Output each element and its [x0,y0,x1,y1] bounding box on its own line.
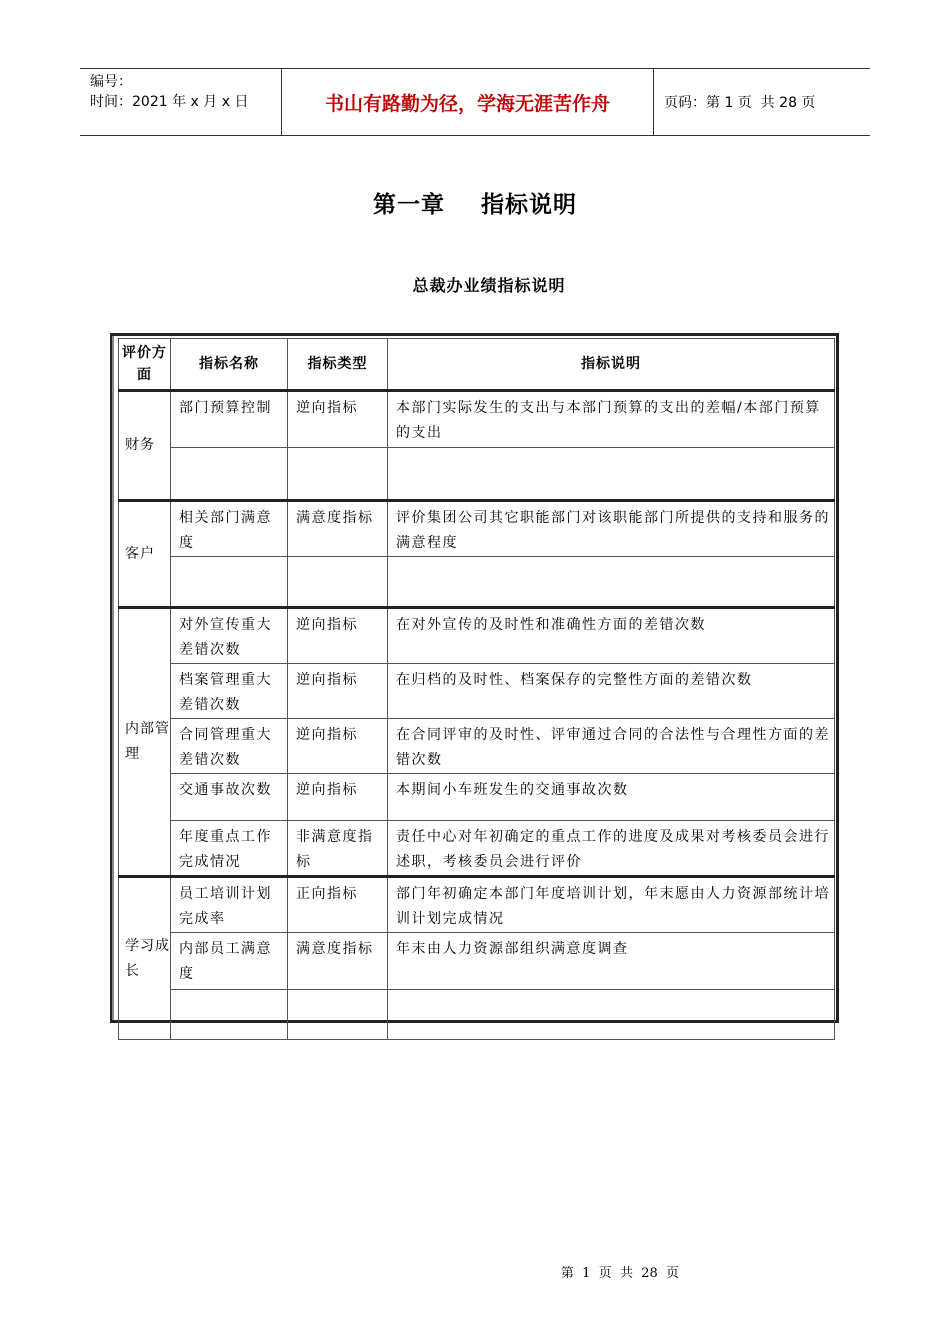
time-label: 时间：2021 年 x 月 x 日 [90,94,249,110]
code-label: 编号： [90,74,132,90]
kpi-name [171,448,288,501]
section-title: 总裁办业绩指标说明 [412,276,566,295]
table-row [119,933,835,990]
kpi-type: 逆向指标 [288,774,388,821]
kpi-type: 逆向指标 [288,719,388,774]
table-row [119,990,835,1040]
kpi-desc: 在归档的及时性、档案保存的完整性方面的差错次数 [388,664,835,719]
header-desc: 指标说明 [388,339,835,391]
header-name: 指标名称 [171,339,288,391]
area-customer: 客户 [119,501,171,608]
kpi-desc: 评价集团公司其它职能部门对该职能部门所提供的支持和服务的满意程度 [388,501,835,557]
table-header-row [119,339,835,391]
kpi-type: 逆向指标 [288,664,388,719]
header-motto [281,69,654,135]
chapter-title: 第一章 指标说明 [372,191,578,218]
header-area: 评价方面 [119,339,171,391]
table-row [119,557,835,608]
kpi-name: 年度重点工作完成情况 [171,821,288,877]
table-row [119,821,835,877]
table-row [119,719,835,774]
kpi-desc: 在合同评审的及时性、评审通过合同的合法性与合理性方面的差错次数 [388,719,835,774]
kpi-desc: 在对外宣传的及时性和准确性方面的差错次数 [388,608,835,664]
kpi-name: 内部员工满意度 [171,933,288,990]
kpi-desc [388,557,835,608]
kpi-name: 交通事故次数 [171,774,288,821]
area-finance: 财务 [119,391,171,501]
kpi-type: 逆向指标 [288,391,388,448]
header-page-info [654,69,870,135]
kpi-table [118,338,835,1040]
page-info-text: 页码：第 1 页 共 28 页 [664,95,816,111]
kpi-desc: 本部门实际发生的支出与本部门预算的支出的差幅/本部门预算的支出 [388,391,835,448]
kpi-type: 逆向指标 [288,608,388,664]
table-row [119,664,835,719]
area-learning: 学习成长 [119,877,171,1040]
kpi-type: 满意度指标 [288,933,388,990]
kpi-type [288,557,388,608]
kpi-name [171,990,288,1040]
kpi-name: 相关部门满意度 [171,501,288,557]
page-footer: 第 1 页 共 28 页 [560,1266,680,1281]
kpi-type [288,990,388,1040]
kpi-name: 合同管理重大差错次数 [171,719,288,774]
kpi-desc: 年末由人力资源部组织满意度调查 [388,933,835,990]
kpi-name: 对外宣传重大差错次数 [171,608,288,664]
motto-text: 书山有路勤为径，学海无涯苦作舟 [324,92,610,115]
kpi-type [288,448,388,501]
header-meta [80,69,281,135]
kpi-name: 部门预算控制 [171,391,288,448]
header-type: 指标类型 [288,339,388,391]
table-row [119,608,835,664]
kpi-desc [388,990,835,1040]
kpi-desc: 部门年初确定本部门年度培训计划，年末愿由人力资源部统计培训计划完成情况 [388,877,835,933]
table-row [119,448,835,501]
kpi-type: 正向指标 [288,877,388,933]
kpi-type: 非满意度指标 [288,821,388,877]
kpi-type: 满意度指标 [288,501,388,557]
kpi-desc [388,448,835,501]
table-row [119,774,835,821]
kpi-desc: 本期间小车班发生的交通事故次数 [388,774,835,821]
page-header [80,68,870,136]
table-row [119,501,835,557]
area-internal: 内部管理 [119,608,171,877]
kpi-name: 档案管理重大差错次数 [171,664,288,719]
table-row [119,391,835,448]
kpi-name [171,557,288,608]
kpi-desc: 责任中心对年初确定的重点工作的进度及成果对考核委员会进行述职，考核委员会进行评价 [388,821,835,877]
table-row [119,877,835,933]
kpi-name: 员工培训计划完成率 [171,877,288,933]
